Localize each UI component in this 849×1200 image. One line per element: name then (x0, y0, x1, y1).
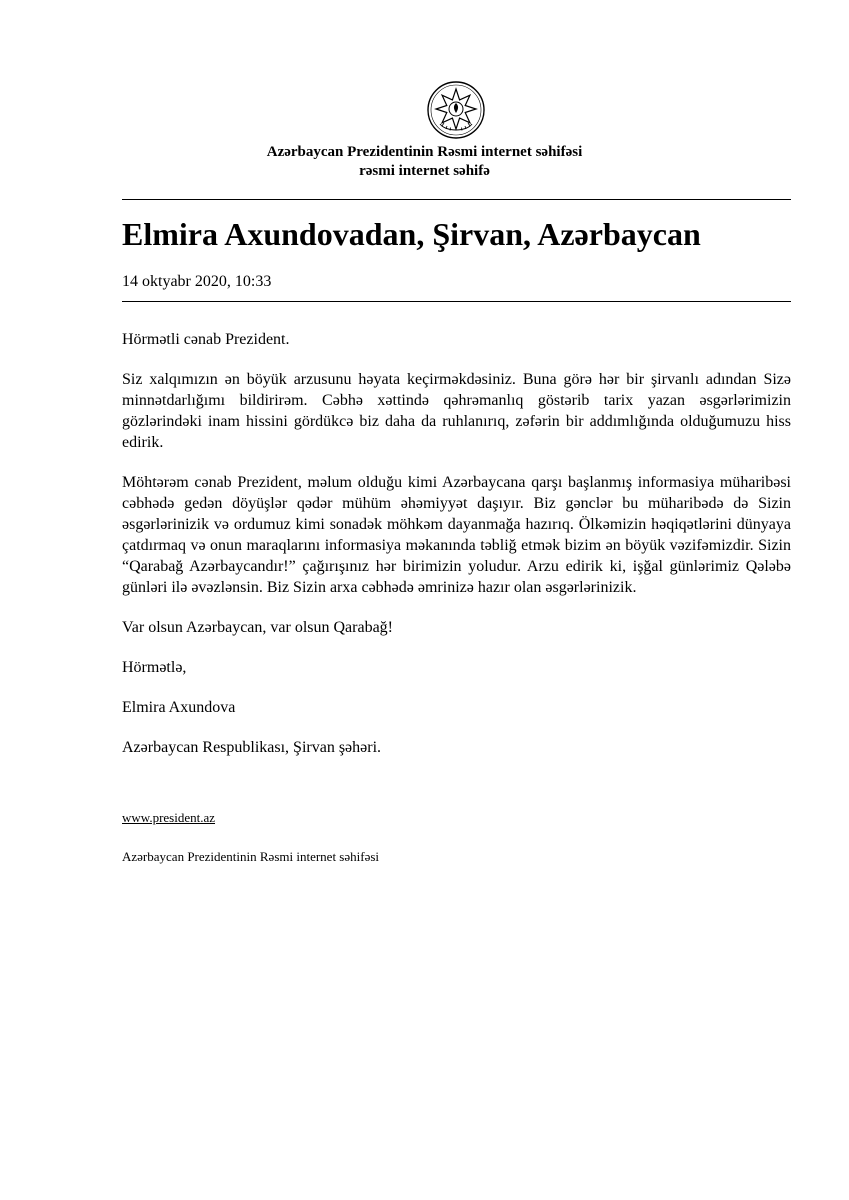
article-body (122, 329, 791, 777)
body-paragraph: Siz xalqımızın ən böyük arzusunu həyata keçirməkdəsiniz. Buna görə hər bir şirvanlı adından Sizə minnətdarlığımı bildirirəm. Cəbhə xəttində qəhrəmanlıq göstərib tarix yazan əsgərlərimizin gözlərindəki inam hissini gördükcə biz daha da ruhlanırıq, zəfərin bir addımlığında olduğumuzu hiss edirik. (122, 371, 791, 451)
website-link[interactable]: www.president.az (122, 810, 216, 825)
divider (122, 199, 791, 200)
azerbaijan-emblem-icon (426, 80, 486, 140)
salutation: Hörmətli cənab Prezident. (122, 331, 290, 348)
site-subtitle: rəsmi internet səhifə (359, 163, 490, 179)
article-date: 14 oktyabr 2020, 10:33 (122, 273, 272, 290)
author-name: Elmira Axundova (122, 699, 236, 716)
site-title: Azərbaycan Prezidentinin Rəsmi internet səhifəsi (266, 144, 583, 160)
closing-line: Var olsun Azərbaycan, var olsun Qarabağ! (122, 619, 394, 636)
sign-off: Hörmətlə, (122, 659, 187, 676)
author-location: Azərbaycan Respublikası, Şirvan şəhəri. (122, 739, 382, 756)
divider (122, 301, 791, 302)
body-paragraph: Möhtərəm cənab Prezident, məlum olduğu kimi Azərbaycana qarşı başlanmış informasiya müharibəsi cəbhədə gedən döyüşlər qədər mühüm əhəmiyyət daşıyır. Biz gənclər bu müharibədə də Sizin əsgərlərinizik və ordumuz kimi sonadək möhkəm dayanmağa hazırıq. Ölkəmizin həqiqətlərini dünyaya çatdırmaq və onun maraqlarını informasiya məkanında təbliğ etmək bizim ən böyük vəzifəmizdir. Sizin “Qarabağ Azərbaycandır!” çağırışınız hər birimizin yoludur. Arzu edirik ki, işğal günlərimiz Qələbə günləri ilə əvəzlənsin. Biz Sizin arxa cəbhədə əmrinizə hazır olan əsgərlərinizik. (122, 474, 791, 596)
page-title: Elmira Axundovadan, Şirvan, Azərbaycan (122, 216, 701, 252)
footer-site-name: Azərbaycan Prezidentinin Rəsmi internet səhifəsi (122, 849, 380, 864)
